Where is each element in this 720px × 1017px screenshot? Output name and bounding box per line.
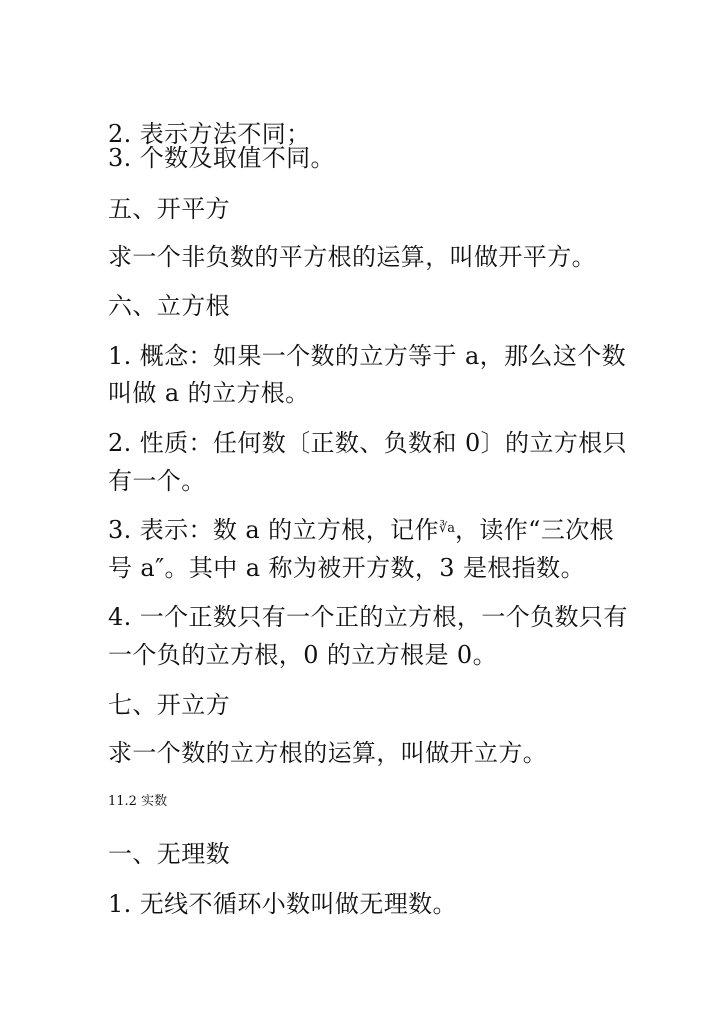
cube-root-property-line-2: 有一个。 <box>108 467 206 495</box>
cube-root-sign-line-1: 4. 一个正数只有一个正的立方根，一个负数只有 <box>108 603 628 631</box>
point-3-count-and-values-differ: 3. 个数及取值不同。 <box>108 144 335 172</box>
heading-cube-root: 六、立方根 <box>108 292 230 320</box>
section-title-real-numbers: 11.2 实数 <box>108 794 168 809</box>
cube-root-extraction-definition: 求一个数的立方根的运算，叫做开立方。 <box>108 739 548 767</box>
cube-root-symbol: ∛a <box>438 521 455 536</box>
square-root-extraction-definition: 求一个非负数的平方根的运算，叫做开平方。 <box>108 243 596 271</box>
point-2-representation-differs: 2. 表示方法不同； <box>108 120 311 148</box>
heading-irrational-numbers: 一、无理数 <box>108 840 230 868</box>
notation-text-before: 3. 表示：数 a 的立方根，记作 <box>108 516 439 544</box>
heading-cube-root-extraction: 七、开立方 <box>108 691 230 719</box>
cube-root-notation-line-2: 号 a″。其中 a 称为被开方数，3 是根指数。 <box>108 554 585 582</box>
cube-root-concept-line-2: 叫做 a 的立方根。 <box>108 379 310 407</box>
cube-root-property-line-1: 2. 性质：任何数〔正数、负数和 0〕的立方根只 <box>108 429 628 457</box>
cube-root-notation-line-1 <box>108 514 614 546</box>
irrational-number-definition: 1. 无线不循环小数叫做无理数。 <box>108 890 457 918</box>
cube-root-concept-line-1: 1. 概念：如果一个数的立方等于 a，那么这个数 <box>108 342 627 370</box>
cube-root-sign-line-2: 一个负的立方根，0 的立方根是 0。 <box>108 641 497 669</box>
notation-text-after: ，读作“三次根 <box>454 516 615 544</box>
heading-square-root-extraction: 五、开平方 <box>108 195 230 223</box>
